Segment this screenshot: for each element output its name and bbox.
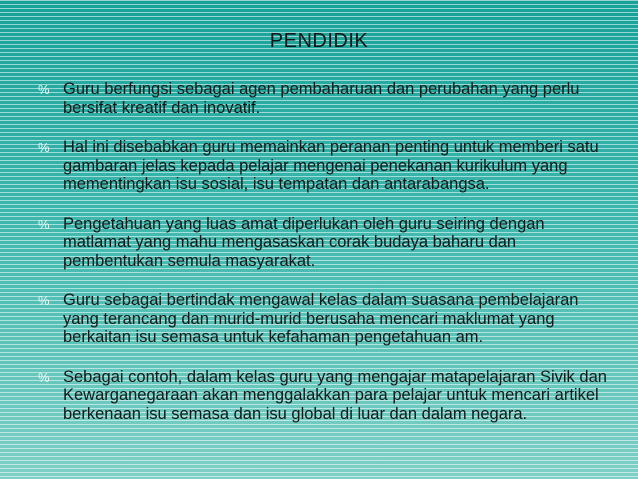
slide-title: PENDIDIK (269, 30, 369, 52)
bullet-marker-icon: % (38, 82, 50, 97)
bullet-item-2 (38, 138, 608, 194)
bullet-text: Guru sebagai bertindak mengawal kelas dalam suasana pembelajaran yang terancang dan murid-murid berusaha mencari maklumat yang berkaitan isu semasa untuk kefahaman pengetahuan am. (63, 291, 579, 346)
bullet-text: Sebagai contoh, dalam kelas guru yang mengajar matapelajaran Sivik dan Kewarganegaraan akan menggalakkan para pelajar untuk mencari artikel berkenaan isu semasa dan isu global di luar dan dalam negara. (63, 367, 607, 423)
bullet-text: Pengetahuan yang luas amat diperlukan oleh guru seiring dengan matlamat yang mahu mengasaskan corak budaya baharu dan pembentukan semula masyarakat. (63, 214, 545, 270)
bullet-marker-icon: % (38, 216, 50, 232)
bullet-marker-icon: % (38, 369, 50, 385)
bullet-item-1 (38, 80, 608, 117)
bullet-item-5 (38, 368, 608, 424)
bullet-item-4 (38, 291, 608, 347)
bullet-list (38, 80, 608, 444)
bullet-text: Hal ini disebabkan guru memainkan peranan penting untuk memberi satu gambaran jelas kepada pelajar mengenai penekanan kurikulum yang mementingkan isu sosial, isu tempatan dan antarabangsa. (63, 138, 599, 193)
bullet-text: Guru berfungsi sebagai agen pembaharuan dan perubahan yang perlu bersifat kreatif dan inovatif. (63, 80, 580, 117)
bullet-marker-icon: % (38, 293, 50, 308)
bullet-item-3 (38, 215, 608, 271)
bullet-marker-icon: % (38, 140, 50, 155)
